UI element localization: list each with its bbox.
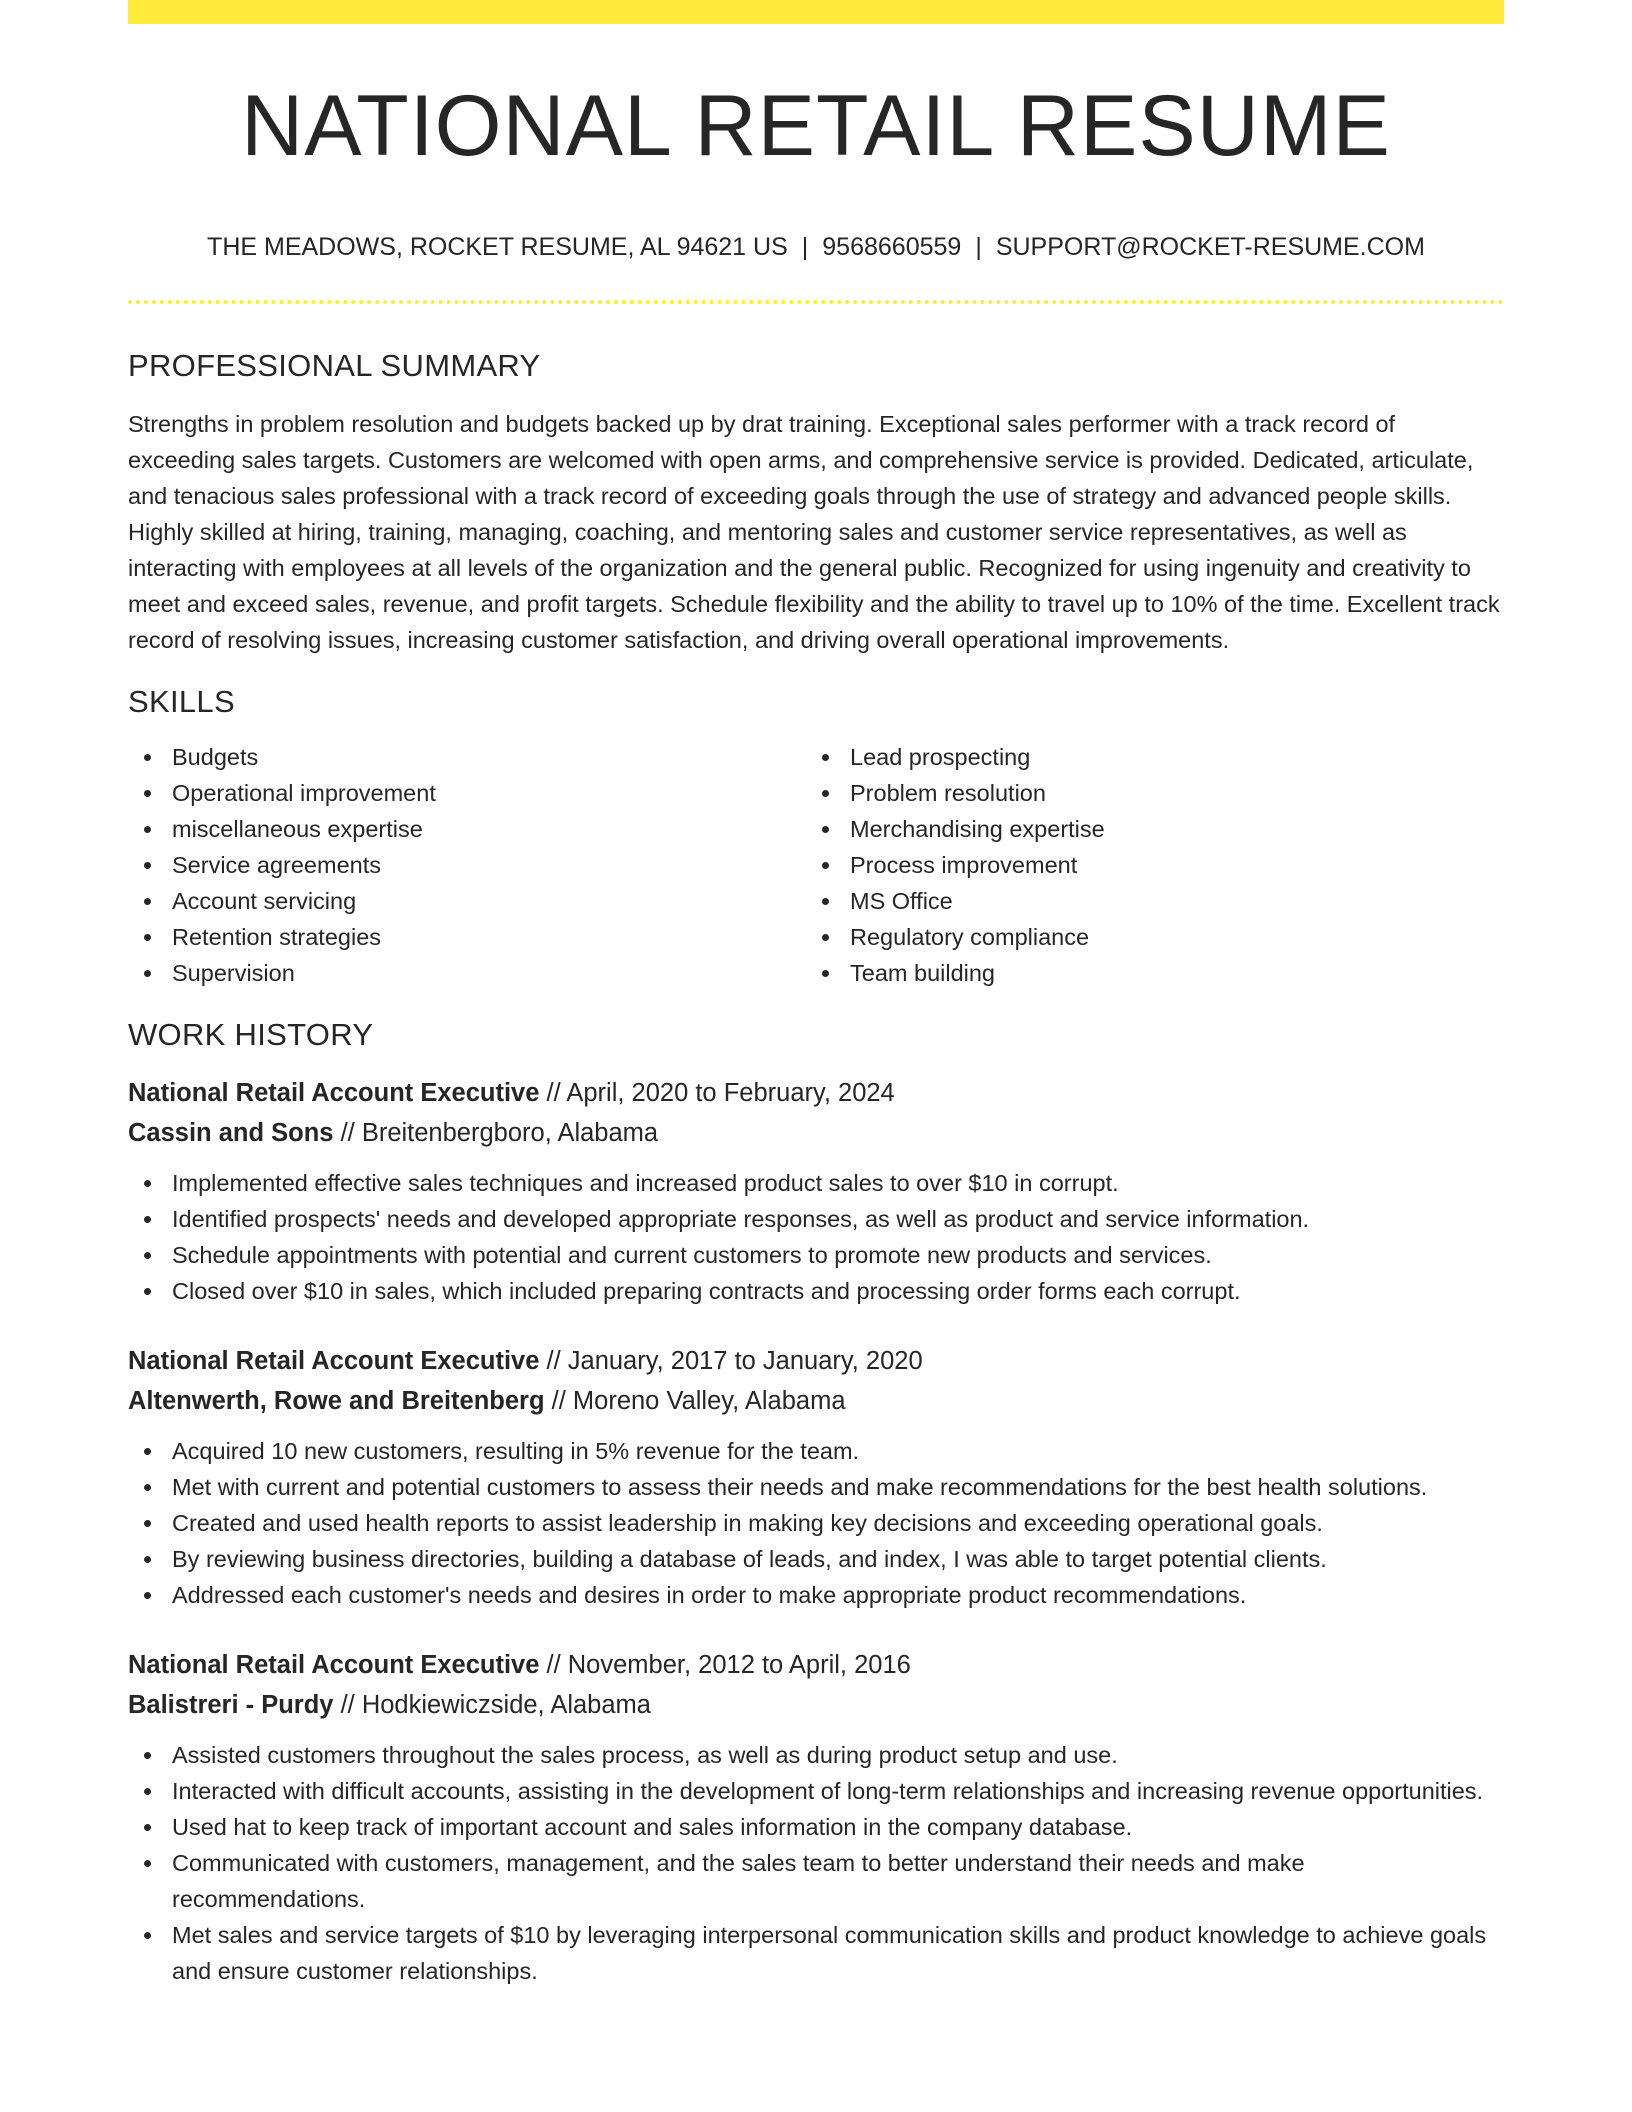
skills-column-right [806, 739, 1484, 991]
summary-heading: PROFESSIONAL SUMMARY [128, 348, 541, 383]
job-company: Altenwerth, Rowe and Breitenberg [128, 1387, 545, 1415]
summary-text: Strengths in problem resolution and budgets backed up by drat training. Exceptional sales performer with a track record of exceeding sales targets. Customers are welcomed with open arms, and comprehensive service is provided. Dedicated, articulate, and tenacious sales professional with a track record of exceeding goals through the use of strategy and advanced people skills. Highly skilled at hiring, training, managing, coaching, and mentoring sales and customer service representatives, as well as interacting with employees at all levels of the organization and the general public. Recognized for using ingenuity and creativity to meet and exceed sales, revenue, and profit targets. Schedule flexibility and the ability to travel up to 10% of the time. Excellent track record of resolving issues, increasing customer satisfaction, and driving overall operational improvements. [128, 411, 1500, 653]
job-company: Cassin and Sons [128, 1119, 334, 1147]
job-bullet: Used hat to keep track of important account and sales information in the company database. [128, 1809, 1504, 1845]
job-bullet: Met with current and potential customers to assess their needs and make recommendations for the best health solutions. [128, 1469, 1504, 1505]
job-entry [128, 1645, 1504, 1989]
job-bullet: By reviewing business directories, building a database of leads, and index, I was able to target potential clients. [128, 1541, 1504, 1577]
email: SUPPORT@ROCKET-RESUME.COM [995, 233, 1425, 261]
job-bullet: Implemented effective sales techniques and increased product sales to over $10 in corrupt. [128, 1165, 1504, 1201]
job-title-line [128, 1645, 1504, 1685]
skill-item: Regulatory compliance [806, 919, 1484, 955]
job-dates: // November, 2012 to April, 2016 [539, 1651, 911, 1679]
job-bullet: Assisted customers throughout the sales process, as well as during product setup and use. [128, 1737, 1504, 1773]
skills-column-left [128, 739, 806, 991]
job-bullet: Closed over $10 in sales, which included preparing contracts and processing order forms each corrupt. [128, 1273, 1504, 1309]
job-bullet: Identified prospects' needs and developed appropriate responses, as well as product and service information. [128, 1201, 1504, 1237]
job-bullet: Communicated with customers, management, and the sales team to better understand their needs and make recommendations. [128, 1845, 1504, 1917]
job-entry [128, 1073, 1504, 1309]
skills-list [128, 739, 1504, 991]
job-role: National Retail Account Executive [128, 1651, 540, 1679]
skill-item: Account servicing [128, 883, 806, 919]
skill-item: MS Office [806, 883, 1484, 919]
skill-item: Operational improvement [128, 775, 806, 811]
resume-name: NATIONAL RETAIL RESUME [241, 78, 1391, 174]
job-title-line [128, 1341, 1504, 1381]
job-dates: // April, 2020 to February, 2024 [539, 1079, 895, 1107]
skill-item: Problem resolution [806, 775, 1484, 811]
skill-item: Lead prospecting [806, 739, 1484, 775]
job-role: National Retail Account Executive [128, 1347, 540, 1375]
skills-heading: SKILLS [128, 684, 235, 719]
skill-item: Team building [806, 955, 1484, 991]
skill-item: Supervision [128, 955, 806, 991]
job-entry [128, 1341, 1504, 1613]
phone: 9568660559 [822, 233, 962, 261]
job-bullet: Created and used health reports to assist leadership in making key decisions and exceeding operational goals. [128, 1505, 1504, 1541]
job-bullet: Acquired 10 new customers, resulting in 5% revenue for the team. [128, 1433, 1504, 1469]
job-bullets [128, 1165, 1504, 1309]
job-title-line [128, 1073, 1504, 1113]
skill-item: Service agreements [128, 847, 806, 883]
skill-item: Merchandising expertise [806, 811, 1484, 847]
job-location: // Hodkiewiczside, Alabama [333, 1691, 651, 1719]
contact-line [128, 230, 1504, 264]
dotted-divider [128, 300, 1504, 304]
job-bullets [128, 1737, 1504, 1989]
skill-item: miscellaneous expertise [128, 811, 806, 847]
work-history-heading: WORK HISTORY [128, 1017, 374, 1052]
skill-item: Retention strategies [128, 919, 806, 955]
job-bullet: Schedule appointments with potential and current customers to promote new products and services. [128, 1237, 1504, 1273]
job-location: // Breitenbergboro, Alabama [333, 1119, 659, 1147]
job-bullet: Addressed each customer's needs and desires in order to make appropriate product recommendations. [128, 1577, 1504, 1613]
job-role: National Retail Account Executive [128, 1079, 540, 1107]
address: THE MEADOWS, ROCKET RESUME, AL 94621 US [207, 233, 788, 261]
job-company-line [128, 1113, 1504, 1153]
resume-page [128, 0, 1504, 1989]
job-bullets [128, 1433, 1504, 1613]
job-company-line [128, 1685, 1504, 1725]
top-accent-bar [128, 0, 1504, 24]
contact-separator: | [801, 233, 809, 261]
job-bullet: Met sales and service targets of $10 by leveraging interpersonal communication skills and product knowledge to achieve goals and ensure customer relationships. [128, 1917, 1504, 1989]
job-dates: // January, 2017 to January, 2020 [539, 1347, 923, 1375]
job-bullet: Interacted with difficult accounts, assisting in the development of long-term relationships and increasing revenue opportunities. [128, 1773, 1504, 1809]
job-location: // Moreno Valley, Alabama [544, 1387, 846, 1415]
job-company-line [128, 1381, 1504, 1421]
skill-item: Budgets [128, 739, 806, 775]
contact-separator: | [975, 233, 982, 261]
job-company: Balistreri - Purdy [128, 1691, 334, 1719]
skill-item: Process improvement [806, 847, 1484, 883]
